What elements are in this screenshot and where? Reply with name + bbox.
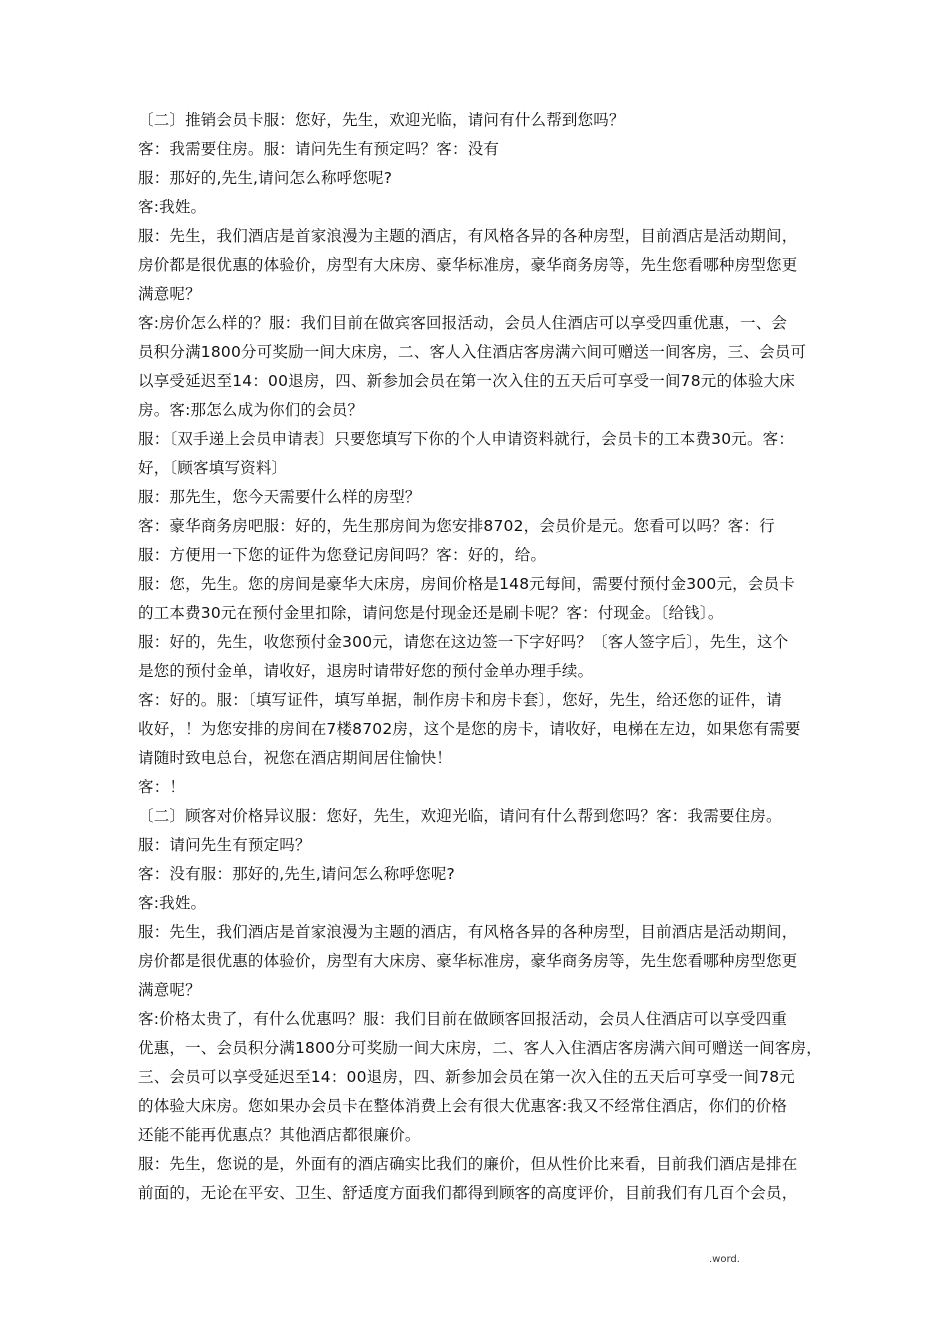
text-line: 〔二〕推销会员卡服：您好，先生，欢迎光临，请问有什么帮到您吗？ — [138, 111, 625, 129]
text-line: 客:价格太贵了，有什么优惠吗？服：我们目前在做顾客回报活动，会员人住酒店可以享受四重 — [138, 1010, 788, 1028]
text-line: 房价都是很优惠的体验价，房型有大床房、豪华标准房，豪华商务房等，先生您看哪种房型您更 — [138, 256, 798, 274]
text-line: 〔二〕顾客对价格异议服：您好，先生，欢迎光临，请问有什么帮到您吗？客：我需要住房。 — [138, 807, 782, 825]
text-line: 客：！ — [138, 778, 186, 796]
text-line: 房。客:那怎么成为你们的会员？ — [138, 401, 364, 419]
text-line: 客：我需要住房。服：请问先生有预定吗？客：没有 — [138, 140, 500, 158]
text-line: 服：先生，我们酒店是首家浪漫为主题的酒店，有风格各异的各种房型，目前酒店是活动期间， — [138, 923, 798, 941]
text-line: 服：那先生，您今天需要什么样的房型？ — [138, 488, 421, 506]
page-footer: .word. — [709, 1254, 740, 1265]
text-line: 三、会员可以享受延迟至14：00退房，四、新参加会员在第一次入住的五天后可享受一间78元 — [138, 1068, 795, 1086]
text-line: 好，〔顾客填写资料〕 — [138, 459, 288, 477]
text-line: 服：好的，先生，收您预付金300元，请您在这边签一下字好吗？〔客人签字后〕，先生，这个 — [138, 633, 789, 651]
text-line: 房价都是很优惠的体验价，房型有大床房、豪华标准房，豪华商务房等，先生您看哪种房型您更 — [138, 952, 798, 970]
text-line: 员积分满1800分可奖励一间大床房，二、客人入住酒店客房满六间可赠送一间客房，三、会员可 — [138, 343, 807, 361]
text-line: 客:房价怎么样的？服：我们目前在做宾客回报活动，会员人住酒店可以享受四重优惠，一、会 — [138, 314, 788, 332]
text-line: 的工本费30元在预付金里扣除，请问您是付现金还是刷卡呢？客：付现金。〔给钱〕。 — [138, 604, 724, 622]
text-line: 服：请问先生有预定吗？ — [138, 836, 311, 854]
text-line: 客:我姓。 — [138, 894, 207, 912]
text-line: 以享受延迟至14：00退房，四、新参加会员在第一次入住的五天后可享受一间78元的体验大床 — [138, 372, 795, 390]
text-line: 服：那好的,先生,请问怎么称呼您呢? — [138, 169, 393, 187]
text-line: 服：您，先生。您的房间是豪华大床房，房间价格是148元每间，需要付预付金300元，会员卡 — [138, 575, 795, 593]
text-line: 优惠，一、会员积分满1800分可奖励一间大床房，二、客人入住酒店客房满六间可赠送一间客房， — [138, 1039, 822, 1057]
text-line: 的体验大床房。您如果办会员卡在整体消费上会有很大优惠客:我又不经常住酒店，你们的价格 — [138, 1097, 788, 1115]
text-line: 服：〔双手递上会员申请表〕只要您填写下你的个人申请资料就行，会员卡的工本费30元。客： — [138, 430, 795, 448]
document-body — [138, 106, 828, 1208]
text-line: 收好，！为您安排的房间在7楼8702房，这个是您的房卡，请收好，电梯在左边，如果您有需要 — [138, 720, 801, 738]
text-line: 客：没有服：那好的,先生,请问怎么称呼您呢? — [138, 865, 455, 883]
text-line: 客：好的。服：〔填写证件，填写单据，制作房卡和房卡套〕，您好，先生，给还您的证件，请 — [138, 691, 782, 709]
text-line: 客：豪华商务房吧服：好的，先生那房间为您安排8702，会员价是元。您看可以吗？客：行 — [138, 517, 775, 535]
text-line: 服：先生，您说的是，外面有的酒店确实比我们的廉价，但从性价比来看，目前我们酒店是排在 — [138, 1155, 798, 1173]
text-line: 是您的预付金单，请收好，退房时请带好您的预付金单办理手续。 — [138, 662, 594, 680]
text-line: 满意呢？ — [138, 285, 201, 303]
text-line: 服：方便用一下您的证件为您登记房间吗？客：好的，给。 — [138, 546, 547, 564]
text-line: 客:我姓。 — [138, 198, 207, 216]
text-line: 前面的，无论在平安、卫生、舒适度方面我们都得到顾客的高度评价，目前我们有几百个会员， — [138, 1184, 798, 1202]
text-line: 满意呢？ — [138, 981, 201, 999]
text-line: 请随时致电总台，祝您在酒店期间居住愉快！ — [138, 749, 453, 767]
text-line: 服：先生，我们酒店是首家浪漫为主题的酒店，有风格各异的各种房型，目前酒店是活动期间， — [138, 227, 798, 245]
text-line: 还能不能再优惠点？其他酒店都很廉价。 — [138, 1126, 421, 1144]
